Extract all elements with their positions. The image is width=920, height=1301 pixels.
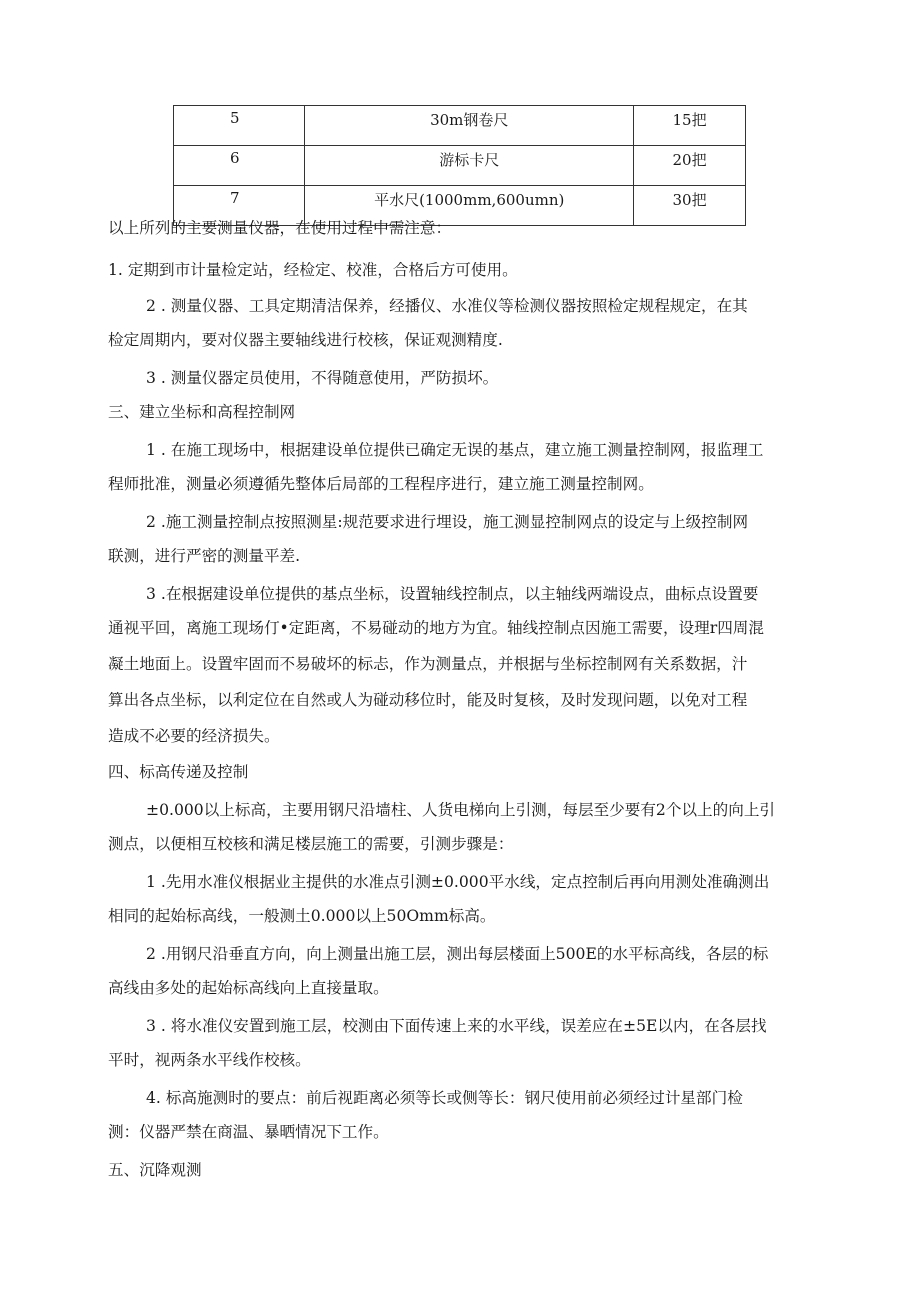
section-4-intro-cont: 测点，以便相互校核和满足楼层施工的需要，引测步骤是： [108, 835, 514, 853]
instrument-quantity: 30把 [634, 186, 746, 226]
section-3-item-1: 1 . 在施工现场中，根据建设单位提供已确定无误的基点，建立施工测量控制网，报监理工 [146, 441, 764, 459]
section-4-item-2-cont: 高线由多处的起始标高线向上直接量取。 [108, 979, 389, 997]
row-number: 7 [174, 186, 305, 226]
section-3-item-2: 2 .施工测量控制点按照测星:规范要求进行埋设，施工测显控制网点的设定与上级控制网 [146, 513, 749, 531]
section-4-item-4-cont: 测：仪器严禁在商温、暴晒情况下工作。 [108, 1123, 389, 1141]
row-number: 5 [174, 106, 305, 146]
table-row [174, 106, 746, 146]
section-heading-5: 五、沉降观测 [108, 1161, 202, 1179]
instrument-quantity: 15把 [634, 106, 746, 146]
note-item-3: 3 . 测量仪器定员使用，不得随意使用，严防损坏。 [146, 369, 499, 387]
section-3-item-3-cont: 算出各点坐标，以利定位在自然或人为碰动移位时，能及时复核，及时发现问题，以免对工程 [108, 691, 748, 709]
section-3-item-3-cont: 通视平回，离施工现场仃•定距离，不易碰动的地方为宜。轴线控制点因施工需要，设理r四周混 [108, 619, 764, 637]
section-4-item-4: 4. 标高施测时的要点：前后视距离必须等长或侧等长：钢尺使用前必须经过计星部门检 [146, 1089, 743, 1107]
table-row [174, 146, 746, 186]
note-item-2-cont: 检定周期内，要对仪器主要轴线进行校核，保证观测精度. [108, 331, 503, 349]
section-4-item-3: 3 . 将水准仪安置到施工层，校测由下面传速上来的水平线，误差应在±5E以内，在各层找 [146, 1017, 767, 1035]
section-4-item-3-cont: 平时，视两条水平线作校核。 [108, 1051, 311, 1069]
note-item-1: 1. 定期到市计量检定站，经检定、校准，合格后方可使用。 [108, 261, 518, 279]
section-4-item-1: 1 .先用水准仪根据业主提供的水准点引测±0.000平水线，定点控制后再向用测处准确测出 [146, 873, 770, 891]
instrument-name: 30m钢卷尺 [305, 106, 634, 146]
section-heading-3: 三、建立坐标和高程控制网 [108, 403, 296, 421]
instrument-quantity: 20把 [634, 146, 746, 186]
section-3-item-3-cont: 凝土地面上。设置牢固而不易破坏的标忐，作为测量点，并根据与坐标控制网有关系数据，汁 [108, 655, 748, 673]
section-3-item-1-cont: 程师批准，测量必须遵循先整体后局部的工程程序进行，建立施工测量控制网。 [108, 475, 654, 493]
section-heading-4: 四、标高传递及控制 [108, 763, 249, 781]
note-item-2: 2 . 测量仪器、工具定期清洁保养，经播仪、水准仪等检测仪器按照检定规程规定，在其 [146, 297, 748, 315]
section-3-item-3: 3 .在根据建设单位提供的基点坐标，设置轴线控制点，以主轴线两端设点，曲标点设置要 [146, 585, 759, 603]
instrument-name: 平水尺(1000mm,600umn) [305, 186, 634, 226]
section-4-intro: ±0.000以上标高，主要用钢尺沿墙柱、人货电梯向上引测，每层至少要有2个以上的向上引 [146, 801, 776, 819]
instrument-table [173, 105, 746, 226]
section-4-item-1-cont: 相同的起始标高线，一般测土0.000以上50Omm标高。 [108, 907, 496, 925]
section-4-item-2: 2 .用钢尺沿垂直方向，向上测量出施工层，测出每层楼面上500E的水平标高线，各层的标 [146, 945, 769, 963]
row-number: 6 [174, 146, 305, 186]
section-3-item-3-cont: 造成不必要的经济损失。 [108, 727, 280, 745]
paragraph-intro: 以上所列的主要测量仪器，在使用过程中需注意： [108, 219, 452, 237]
instrument-name: 游标卡尺 [305, 146, 634, 186]
section-3-item-2-cont: 联测，进行严密的测量平差. [108, 547, 301, 565]
